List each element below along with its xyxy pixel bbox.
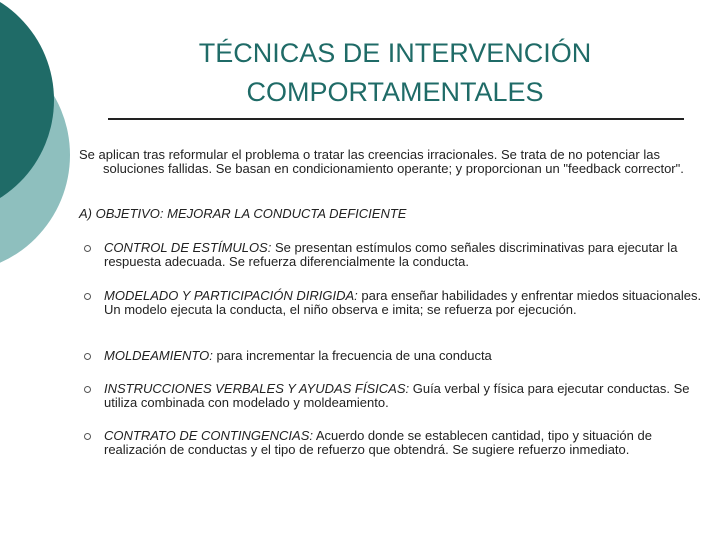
objective-heading: A) OBJETIVO: MEJORAR LA CONDUCTA DEFICIENTE [79, 206, 407, 221]
bullet-icon [84, 433, 91, 440]
item-description: para incrementar la frecuencia de una conducta [212, 348, 492, 363]
item-description: Se presentan estímulos como señales discriminativas para ejecutar la respuesta adecuada. Se refuerza diferencialmente la conducta. [104, 240, 678, 269]
decorative-circles [0, 0, 80, 300]
list-item [82, 429, 702, 457]
slide-title [130, 34, 660, 112]
bullet-icon [84, 245, 91, 252]
item-term: MOLDEAMIENTO: [104, 348, 213, 363]
bullet-icon [84, 293, 91, 300]
item-term: INSTRUCCIONES VERBALES Y AYUDAS FÍSICAS: [104, 381, 410, 396]
list-item [82, 382, 702, 410]
item-description: para enseñar habilidades y enfrentar miedos situacionales. Un modelo ejecuta la conducta, el niño observa e imita; se refuerza por ejecución. [104, 288, 702, 317]
title-divider [108, 118, 684, 120]
item-term: CONTRATO DE CONTINGENCIAS: [104, 428, 313, 443]
item-term: MODELADO Y PARTICIPACIÓN DIRIGIDA: [104, 288, 358, 303]
list-item [82, 289, 702, 317]
title-line-2: COMPORTAMENTALES [246, 77, 544, 107]
intro-paragraph: Se aplican tras reformular el problema o tratar las creencias irracionales. Se trata de no potenciar las soluciones fallidas. Se basan en condicionamiento operante; y proporcionan un "feedback corrector". [79, 147, 684, 176]
list-item [82, 241, 702, 269]
bullet-icon [84, 353, 91, 360]
item-description: Guía verbal y física para ejecutar conductas. Se utiliza combinada con modelado y moldeamiento. [104, 381, 690, 410]
bullet-icon [84, 386, 91, 393]
item-description: Acuerdo donde se establecen cantidad, tipo y situación de realización de conductas y el tipo de refuerzo que obtendrá. Se sugiere refuerzo inmediato. [104, 428, 652, 457]
item-term: CONTROL DE ESTÍMULOS: [104, 240, 272, 255]
title-line-1: TÉCNICAS DE INTERVENCIÓN [198, 38, 592, 68]
list-item [82, 349, 702, 363]
